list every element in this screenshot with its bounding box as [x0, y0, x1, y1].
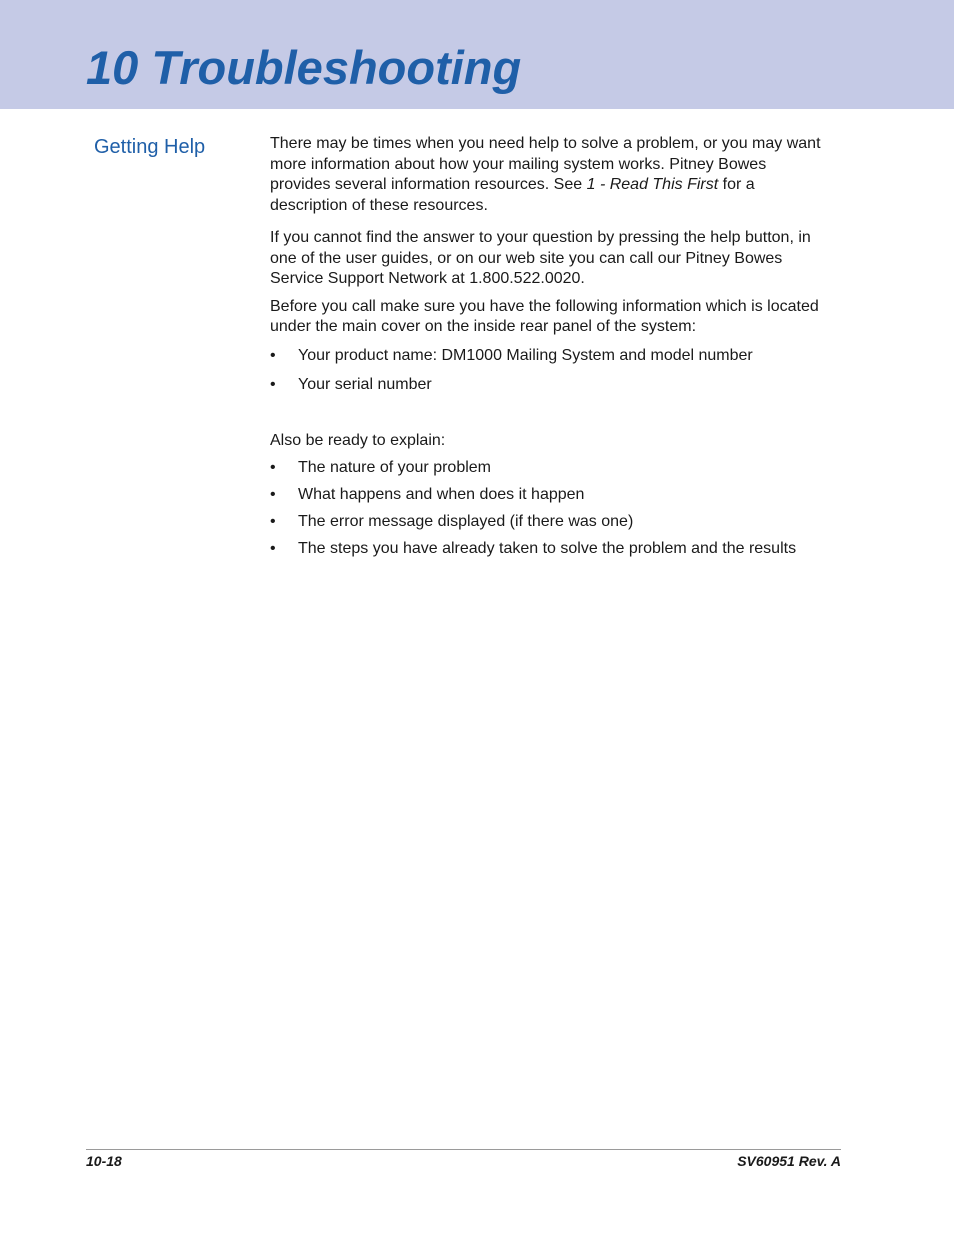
list-item — [270, 458, 830, 479]
page-number: 10-18 — [86, 1153, 122, 1169]
section-body — [270, 134, 830, 566]
footer-divider — [86, 1149, 841, 1150]
document-id: SV60951 Rev. A — [737, 1153, 841, 1169]
cross-reference: 1 - Read This First — [586, 176, 719, 193]
bullet-icon: • — [270, 459, 276, 476]
intro-paragraph — [270, 134, 830, 216]
explain-paragraph: Also be ready to explain: — [270, 432, 446, 449]
bullet-icon: • — [270, 486, 276, 503]
chapter-title: 10 Troubleshooting — [86, 41, 522, 94]
bullet-icon: • — [270, 346, 276, 364]
required-info-list — [270, 346, 830, 396]
list-item-text: Your serial number — [298, 375, 432, 393]
list-item — [270, 512, 830, 533]
list-item — [270, 346, 830, 367]
list-item-text: Your product name: DM1000 Mailing System and model number — [298, 346, 753, 364]
list-item — [270, 375, 830, 396]
intro-text-start: There may be times when you need help to solve a problem, or you may want more information about how your mailing system works. Pitney Bowes provides several information resources. See — [270, 135, 821, 193]
explain-list — [270, 458, 830, 560]
before-call-paragraph: Before you call make sure you have the following information which is located under the main cover on the inside rear panel of the system: — [270, 297, 819, 335]
list-item-text: What happens and when does it happen — [298, 486, 585, 503]
bullet-icon: • — [270, 540, 276, 557]
section-heading: Getting Help — [94, 136, 206, 158]
bullet-icon: • — [270, 375, 276, 393]
list-item-text: The steps you have already taken to solve the problem and the results — [298, 540, 797, 557]
list-item-text: The error message displayed (if there was one) — [298, 513, 634, 530]
list-item — [270, 539, 830, 560]
list-item-text: The nature of your problem — [298, 459, 491, 476]
list-item — [270, 485, 830, 506]
bullet-icon: • — [270, 513, 276, 530]
support-paragraph: If you cannot find the answer to your question by pressing the help button, in one of the user guides, or on our web site you can call our Pitney Bowes Service Support Network at 1.800.522.0020. — [270, 229, 811, 287]
intro-text-end: for a description of these resources. — [270, 176, 755, 214]
